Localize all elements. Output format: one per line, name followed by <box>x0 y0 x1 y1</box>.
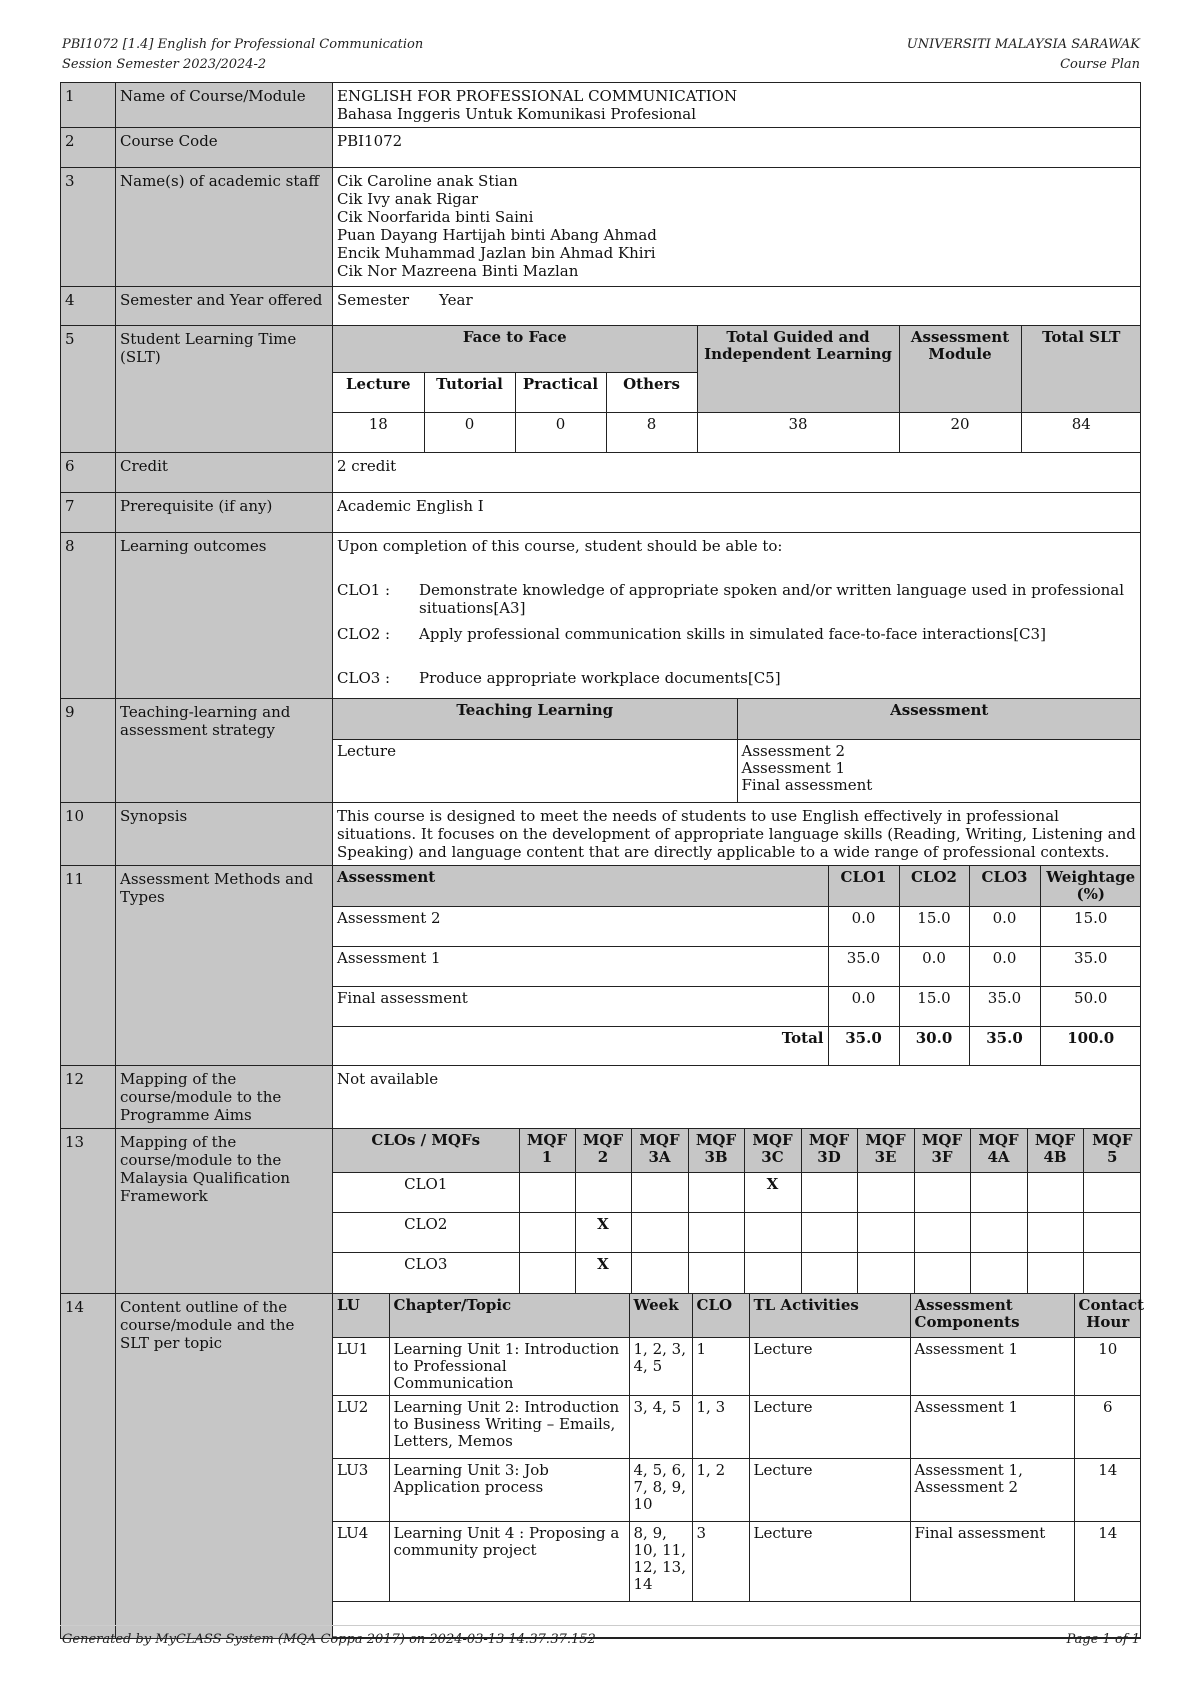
row-label: Credit <box>116 453 333 493</box>
course-plan-table <box>60 82 1145 1639</box>
prerequisite-value: Academic English I <box>333 493 1141 533</box>
clo-col-header: CLO <box>692 1294 749 1338</box>
assessment-cell: Assessment 1 <box>910 1338 1074 1396</box>
strategy-table <box>333 699 1141 802</box>
row-number: 9 <box>61 699 116 803</box>
week-cell: 4, 5, 6, 7, 8, 9, 10 <box>629 1459 692 1522</box>
mqf-cell: X <box>575 1253 631 1293</box>
assessment-cell: Assessment 1 <box>910 1396 1074 1459</box>
clo2-value: 15.0 <box>899 907 969 947</box>
week-cell: 3, 4, 5 <box>629 1396 692 1459</box>
practical-value: 0 <box>515 412 606 452</box>
footer-page-number: Page 1 of 1 <box>1066 1632 1140 1647</box>
clo1-total: 35.0 <box>828 1027 899 1065</box>
practical-header: Practical <box>515 372 606 412</box>
row-number: 5 <box>61 326 116 453</box>
mqf-cell <box>1027 1213 1083 1253</box>
row-programme-aims <box>61 1065 1141 1128</box>
row-label: Mapping of the course/module to the Malaysia Qualification Framework <box>116 1128 333 1293</box>
mqf-cell <box>801 1173 857 1213</box>
mqf-col-header: MQF 3F <box>914 1129 970 1173</box>
row-academic-staff <box>61 168 1141 287</box>
mqf-col-header: MQF 3C <box>744 1129 801 1173</box>
tl-cell: Lecture <box>749 1459 910 1522</box>
row-number: 6 <box>61 453 116 493</box>
row-label: Name(s) of academic staff <box>116 168 333 287</box>
course-title: ENGLISH FOR PROFESSIONAL COMMUNICATION <box>337 87 738 105</box>
course-header-title: PBI1072 [1.4] English for Professional Communication <box>62 37 424 52</box>
total-slt-value: 84 <box>1021 412 1141 452</box>
contact-hour-cell: 10 <box>1074 1338 1141 1396</box>
total-guided-value: 38 <box>697 412 899 452</box>
week-cell: 8, 9, 10, 11, 12, 13, 14 <box>629 1522 692 1602</box>
row-label: Student Learning Time (SLT) <box>116 326 333 453</box>
row-number: 11 <box>61 866 116 1066</box>
row-label: Teaching-learning and assessment strategy <box>116 699 333 803</box>
tl-cell: Lecture <box>749 1396 910 1459</box>
lu-cell: LU1 <box>333 1338 389 1396</box>
tutorial-value: 0 <box>424 412 515 452</box>
row-mqf-mapping <box>61 1128 1141 1293</box>
mqf-cell <box>857 1253 914 1293</box>
row-synopsis <box>61 803 1141 866</box>
staff-name: Cik Noorfarida binti Saini <box>337 208 534 226</box>
mqf-cell <box>744 1253 801 1293</box>
tutorial-header: Tutorial <box>424 372 515 412</box>
mqf-cell <box>970 1173 1027 1213</box>
row-course-code <box>61 128 1141 168</box>
table-row <box>333 907 1141 947</box>
table-row <box>333 1522 1141 1602</box>
mqf-cell <box>688 1213 744 1253</box>
mqf-cell <box>1083 1173 1141 1213</box>
mqf-cell <box>857 1173 914 1213</box>
mqf-cell <box>914 1173 970 1213</box>
footer-divider <box>60 1625 1140 1626</box>
row-course-name <box>61 83 1141 128</box>
row-number: 13 <box>61 1128 116 1293</box>
row-label: Prerequisite (if any) <box>116 493 333 533</box>
lu-cell: LU4 <box>333 1522 389 1602</box>
clo-key: CLO3 : <box>337 669 391 687</box>
row-number: 3 <box>61 168 116 287</box>
mqf-cell <box>575 1173 631 1213</box>
assessment-name: Assessment 2 <box>333 907 828 947</box>
total-guided-header: Total Guided and Independent Learning <box>697 326 899 412</box>
mqf-cell <box>857 1213 914 1253</box>
face-to-face-header: Face to Face <box>333 326 697 372</box>
clo-item <box>337 581 1136 617</box>
mqf-cell <box>519 1253 575 1293</box>
topic-cell: Learning Unit 1: Introduction to Professional Communication <box>389 1338 629 1396</box>
contact-hour-cell: 14 <box>1074 1522 1141 1602</box>
clo-item <box>337 669 1136 687</box>
credit-value: 2 credit <box>333 453 1141 493</box>
mqf-cell <box>688 1173 744 1213</box>
mqf-cell <box>914 1213 970 1253</box>
clo3-value: 35.0 <box>969 987 1040 1027</box>
table-row <box>333 1253 1141 1293</box>
clo2-col-header: CLO2 <box>899 866 969 907</box>
staff-name: Cik Caroline anak Stian <box>337 172 518 190</box>
staff-name: Cik Nor Mazreena Binti Mazlan <box>337 262 579 280</box>
mqf-cell <box>1027 1253 1083 1293</box>
programme-aims-value: Not available <box>333 1065 1141 1128</box>
assessment-module-header: Assessment Module <box>899 326 1021 412</box>
mqf-cell <box>1083 1253 1141 1293</box>
assessment-cell: Assessment 1, Assessment 2 <box>910 1459 1074 1522</box>
topic-cell: Learning Unit 3: Job Application process <box>389 1459 629 1522</box>
row-label: Assessment Methods and Types <box>116 866 333 1066</box>
clo-text: Demonstrate knowledge of appropriate spoken and/or written language used in professional situations[A3] <box>419 581 1125 617</box>
mqf-cell <box>631 1213 688 1253</box>
tl-activities-col-header: TL Activities <box>749 1294 910 1338</box>
clo-cell: 3 <box>692 1522 749 1602</box>
clo3-total: 35.0 <box>969 1027 1040 1065</box>
semester-value: Semester <box>337 291 410 309</box>
clo1-col-header: CLO1 <box>828 866 899 907</box>
mqf-col-header: MQF 3B <box>688 1129 744 1173</box>
clo-cell: 1, 2 <box>692 1459 749 1522</box>
table-row <box>333 1338 1141 1396</box>
tl-cell: Lecture <box>749 1338 910 1396</box>
mqf-col-header: CLOs / MQFs <box>333 1129 519 1173</box>
assessment-item: Assessment 1 <box>741 758 846 777</box>
mqf-cell <box>801 1253 857 1293</box>
footer-generated: Generated by MyCLASS System (MQA Coppa 2017) on 2024-03-13 14:37:37.152 <box>62 1632 596 1647</box>
course-code: PBI1072 <box>333 128 1141 168</box>
mqf-cell <box>519 1213 575 1253</box>
clo2-total: 30.0 <box>899 1027 969 1065</box>
content-outline-table <box>333 1294 1145 1639</box>
mqf-col-header: MQF 3D <box>801 1129 857 1173</box>
assessment-module-value: 20 <box>899 412 1021 452</box>
mqf-table <box>333 1129 1141 1293</box>
row-number: 4 <box>61 287 116 326</box>
total-label: Total <box>333 1027 828 1065</box>
mqf-col-header: MQF 5 <box>1083 1129 1141 1173</box>
assessment-cell: Final assessment <box>910 1522 1074 1602</box>
lecture-value: 18 <box>333 412 424 452</box>
table-row <box>333 947 1141 987</box>
row-label: Synopsis <box>116 803 333 866</box>
teaching-learning-value: Lecture <box>333 739 737 802</box>
weightage-total: 100.0 <box>1040 1027 1141 1065</box>
row-label: Course Code <box>116 128 333 168</box>
topic-cell: Learning Unit 2: Introduction to Business Writing – Emails, Letters, Memos <box>389 1396 629 1459</box>
document-type: Course Plan <box>1060 57 1140 72</box>
assessment-name: Assessment 1 <box>333 947 828 987</box>
contact-hour-cell: 14 <box>1074 1459 1141 1522</box>
outcomes-intro: Upon completion of this course, student should be able to: <box>337 537 783 555</box>
page-header-left <box>62 35 423 75</box>
topic-cell: Learning Unit 4 : Proposing a community project <box>389 1522 629 1602</box>
lu-cell: LU2 <box>333 1396 389 1459</box>
total-row <box>333 1027 1141 1065</box>
row-learning-outcomes <box>61 533 1141 699</box>
contact-hour-cell: 6 <box>1074 1396 1141 1459</box>
row-label: Semester and Year offered <box>116 287 333 326</box>
row-number: 2 <box>61 128 116 168</box>
mqf-col-header: MQF 4A <box>970 1129 1027 1173</box>
row-content-outline <box>61 1293 1141 1639</box>
clo2-value: 0.0 <box>899 947 969 987</box>
row-semester <box>61 287 1141 326</box>
table-row <box>333 1173 1141 1213</box>
topic-col-header: Chapter/Topic <box>389 1294 629 1338</box>
row-number: 8 <box>61 533 116 699</box>
slt-table <box>333 326 1141 452</box>
assessment-list <box>737 739 1141 802</box>
mqf-cell <box>970 1253 1027 1293</box>
clo1-value: 35.0 <box>828 947 899 987</box>
mqf-cell <box>970 1213 1027 1253</box>
staff-name: Puan Dayang Hartijah binti Abang Ahmad <box>337 226 657 244</box>
mqf-cell <box>744 1213 801 1253</box>
clo1-value: 0.0 <box>828 987 899 1027</box>
course-title-malay: Bahasa Inggeris Untuk Komunikasi Profesional <box>337 105 697 123</box>
synopsis-text: This course is designed to meet the needs of students to use English effectively in professional situations. It focuses on the development of appropriate language skills (Reading, Writing, Listening and Speaking) and language content that are directly applicable to a wide range of professional contexts. <box>333 803 1141 866</box>
weightage-col-header: Weightage (%) <box>1040 866 1141 907</box>
weightage-value: 15.0 <box>1040 907 1141 947</box>
lu-cell: LU3 <box>333 1459 389 1522</box>
clo3-value: 0.0 <box>969 947 1040 987</box>
week-cell: 1, 2, 3, 4, 5 <box>629 1338 692 1396</box>
others-value: 8 <box>606 412 697 452</box>
clo-cell: CLO2 <box>333 1213 519 1253</box>
row-label: Name of Course/Module <box>116 83 333 128</box>
teaching-learning-header: Teaching Learning <box>333 699 737 739</box>
mqf-col-header: MQF 3E <box>857 1129 914 1173</box>
clo3-col-header: CLO3 <box>969 866 1040 907</box>
clo2-value: 15.0 <box>899 987 969 1027</box>
clo-cell: 1, 3 <box>692 1396 749 1459</box>
mqf-col-header: MQF 4B <box>1027 1129 1083 1173</box>
clo1-value: 0.0 <box>828 907 899 947</box>
mqf-cell <box>801 1213 857 1253</box>
mqf-header-row <box>333 1129 1141 1173</box>
mqf-col-header: MQF 1 <box>519 1129 575 1173</box>
clo-cell: CLO1 <box>333 1173 519 1213</box>
mqf-cell <box>688 1253 744 1293</box>
clo-cell: CLO3 <box>333 1253 519 1293</box>
contact-hour-col-header: Contact Hour <box>1074 1294 1141 1338</box>
total-slt-header: Total SLT <box>1021 326 1141 412</box>
row-number: 14 <box>61 1293 116 1639</box>
row-number: 12 <box>61 1065 116 1128</box>
clo3-value: 0.0 <box>969 907 1040 947</box>
lecture-header: Lecture <box>333 372 424 412</box>
tl-cell: Lecture <box>749 1522 910 1602</box>
row-credit <box>61 453 1141 493</box>
assessment-item: Final assessment <box>741 775 873 794</box>
staff-list <box>333 168 1141 287</box>
mqf-cell <box>631 1253 688 1293</box>
staff-name: Cik Ivy anak Rigar <box>337 190 478 208</box>
clo-item <box>337 625 1136 643</box>
row-label: Learning outcomes <box>116 533 333 699</box>
clo-text: Apply professional communication skills in simulated face-to-face interactions[C3] <box>419 625 1046 643</box>
page-header-right <box>907 35 1140 75</box>
assessment-components-col-header: Assessment Components <box>910 1294 1074 1338</box>
university-name: UNIVERSITI MALAYSIA SARAWAK <box>906 37 1140 52</box>
mqf-cell <box>631 1173 688 1213</box>
assessment-methods-table <box>333 866 1141 1065</box>
session-header: Session Semester 2023/2024-2 <box>62 57 267 72</box>
row-strategy <box>61 699 1141 803</box>
table-row <box>333 1459 1141 1522</box>
row-label: Mapping of the course/module to the Programme Aims <box>116 1065 333 1128</box>
mqf-cell <box>1083 1213 1141 1253</box>
clo-key: CLO2 : <box>337 625 391 643</box>
mqf-col-header: MQF 3A <box>631 1129 688 1173</box>
table-row <box>333 1396 1141 1459</box>
mqf-cell <box>519 1173 575 1213</box>
mqf-cell: X <box>575 1213 631 1253</box>
clo-key: CLO1 : <box>337 581 391 599</box>
mqf-cell: X <box>744 1173 801 1213</box>
row-label: Content outline of the course/module and the SLT per topic <box>116 1293 333 1639</box>
week-col-header: Week <box>629 1294 692 1338</box>
weightage-value: 35.0 <box>1040 947 1141 987</box>
mqf-cell <box>914 1253 970 1293</box>
row-number: 1 <box>61 83 116 128</box>
lu-col-header: LU <box>333 1294 389 1338</box>
assessment-header: Assessment <box>737 699 1141 739</box>
assessment-name: Final assessment <box>333 987 828 1027</box>
mqf-cell <box>1027 1173 1083 1213</box>
weightage-value: 50.0 <box>1040 987 1141 1027</box>
row-number: 10 <box>61 803 116 866</box>
table-row <box>333 987 1141 1027</box>
row-prerequisite <box>61 493 1141 533</box>
clo-cell: 1 <box>692 1338 749 1396</box>
mqf-col-header: MQF 2 <box>575 1129 631 1173</box>
row-number: 7 <box>61 493 116 533</box>
staff-name: Encik Muhammad Jazlan bin Ahmad Khiri <box>337 244 656 262</box>
others-header: Others <box>606 372 697 412</box>
table-row <box>333 1213 1141 1253</box>
clo-text: Produce appropriate workplace documents[C5] <box>419 669 781 687</box>
row-slt <box>61 326 1141 453</box>
assessment-col-header: Assessment <box>333 866 828 907</box>
assessment-item: Assessment 2 <box>741 741 846 760</box>
row-assessment-methods <box>61 866 1141 1066</box>
year-value: Year <box>439 291 473 309</box>
